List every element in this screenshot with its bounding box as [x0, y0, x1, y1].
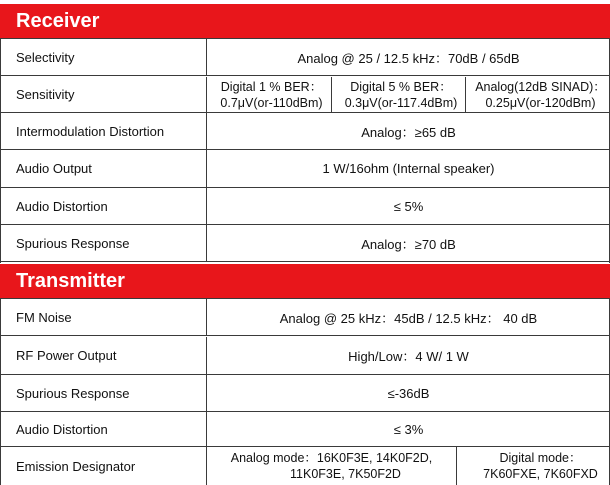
- transmitter-title: Transmitter: [16, 270, 125, 292]
- receiver-title: Receiver: [16, 10, 100, 32]
- spec-label: Audio Output: [0, 150, 207, 187]
- spec-row-intermodulation: [0, 113, 610, 150]
- spec-value: 1 W/16ohm (Internal speaker): [322, 161, 495, 176]
- spec-row-audio-distortion: [0, 188, 610, 225]
- spec-label: Selectivity: [0, 39, 207, 75]
- spec-label: FM Noise: [0, 299, 207, 335]
- spec-row-fm-noise: [0, 298, 610, 336]
- spec-label: Sensitivity: [0, 77, 207, 112]
- sensitivity-digital-1: [207, 77, 331, 112]
- spec-row-tx-audio-distortion: [0, 412, 610, 447]
- spec-value: High/Low：4 W/ 1 W: [348, 349, 469, 364]
- cell-line: Digital 1 % BER：: [220, 79, 323, 94]
- frame-edge: [0, 298, 1, 485]
- spec-label: Emission Designator: [0, 447, 207, 485]
- spec-label: Audio Distortion: [0, 412, 207, 446]
- spec-row-rf-power: [0, 337, 610, 375]
- cell-line: Analog(12dB SINAD)：: [475, 79, 606, 94]
- cell-line: 0.3μV(or-117.4dBm): [344, 95, 458, 110]
- spec-value: ≤ 3%: [393, 421, 424, 437]
- cell-line: Digital mode：: [499, 451, 582, 465]
- spec-row-audio-output: [0, 150, 610, 188]
- sensitivity-analog: [465, 77, 610, 112]
- cell-line: 0.25μV(or-120dBm): [485, 95, 596, 110]
- spec-value: ≤ 5%: [393, 198, 424, 214]
- spec-value: Analog：≥65 dB: [361, 124, 456, 140]
- transmitter-header: [0, 264, 610, 298]
- spec-row-selectivity: [0, 38, 610, 76]
- spec-label: Spurious Response: [0, 375, 207, 411]
- cell-line: 11K0F3E, 7K50F2D: [290, 467, 401, 481]
- spec-label: Spurious Response: [0, 225, 207, 261]
- cell-line: Digital 5 % BER：: [350, 79, 452, 94]
- frame-edge: [0, 38, 1, 263]
- spec-value: Analog @ 25 / 12.5 kHz：70dB / 65dB: [297, 50, 520, 66]
- sensitivity-digital-5: [331, 77, 465, 112]
- spec-row-tx-spurious: [0, 375, 610, 412]
- spec-value: [207, 447, 610, 485]
- spec-value: Analog：≥70 dB: [361, 236, 456, 252]
- spec-value: Analog @ 25 kHz：45dB / 12.5 kHz： 40 dB: [279, 310, 538, 326]
- spec-value: [207, 77, 610, 112]
- spec-label: RF Power Output: [0, 337, 207, 374]
- emission-digital: [456, 447, 610, 485]
- cell-line: Analog mode：16K0F3E, 14K0F2D,: [230, 451, 433, 465]
- cell-line: 7K60FXE, 7K60FXD: [483, 467, 598, 481]
- cell-line: 0.7μV(or-110dBm): [220, 95, 323, 110]
- spec-label: Intermodulation Distortion: [0, 113, 207, 149]
- spec-row-emission: [0, 447, 610, 485]
- spec-label: Audio Distortion: [0, 188, 207, 224]
- spec-value: ≤-36dB: [387, 385, 430, 401]
- spec-row-spurious-response: [0, 225, 610, 262]
- emission-analog: [207, 447, 456, 485]
- spec-row-sensitivity: [0, 77, 610, 113]
- receiver-header: [0, 4, 610, 38]
